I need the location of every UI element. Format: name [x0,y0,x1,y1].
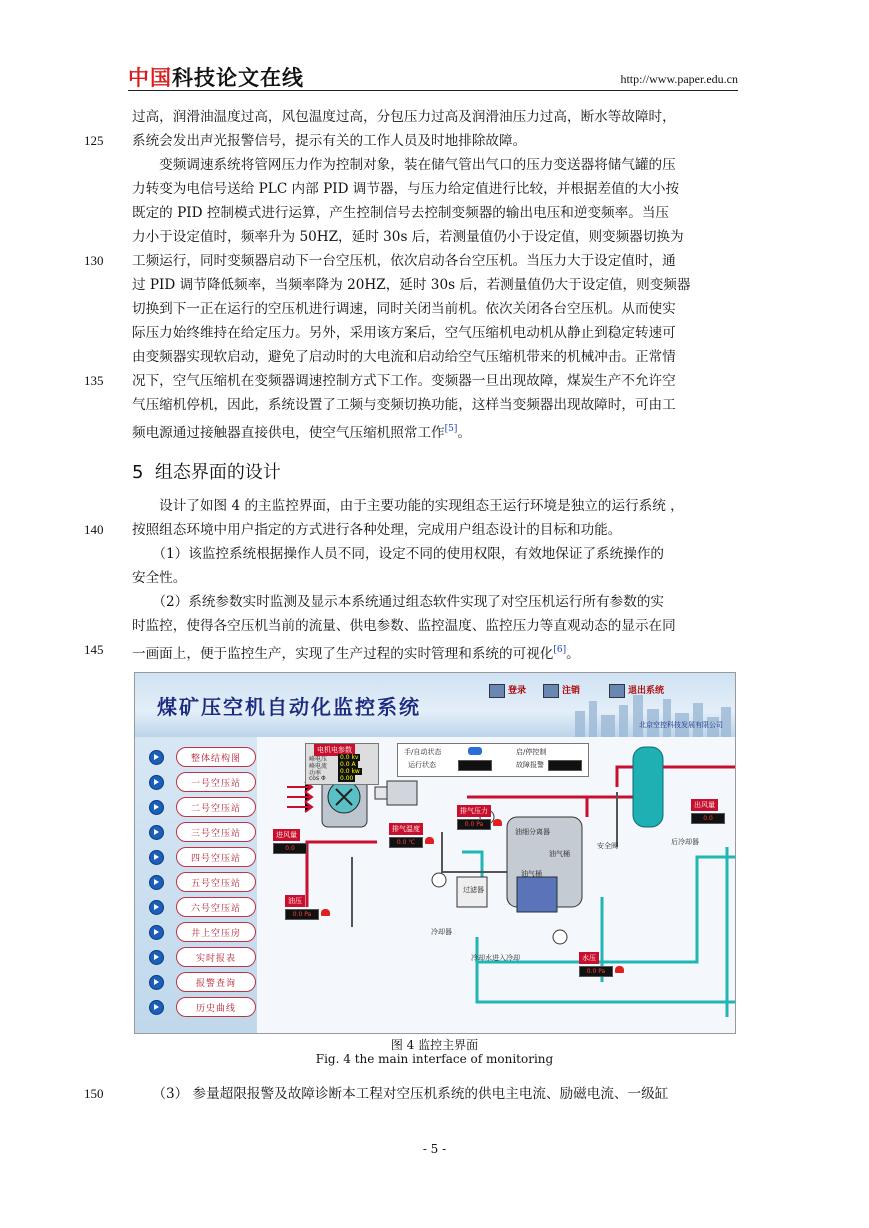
nav-item-label: 实时报表 [176,947,256,967]
login-button[interactable]: 登录 [489,683,526,698]
logout-icon [543,684,559,698]
nav-item-label: 四号空压站 [176,847,256,867]
body-line: 时监控，使得各空压机当前的流量、供电参数、监控温度、监控压力等直观动态的显示在同 [132,618,676,634]
line-number: 145 [84,642,104,657]
monitoring-figure [134,672,736,1034]
citation-ref[interactable]: [6] [553,645,567,655]
nav-item-label: 整体结构图 [176,747,256,767]
body-line: 过高，润滑油温度过高，风包温度过高，分包压力过高及润滑油压力过高，断水等故障时， [132,109,676,125]
city-skyline-graphic [565,691,735,737]
logo-black-text: 科技论文在线 [172,66,304,90]
nav-item[interactable] [149,922,256,942]
body-line: （1）该监控系统根据操作人员不同，设定不同的使用权限，有效地保证了系统操作的 [132,546,665,562]
line-number: 150 [84,1086,104,1101]
logout-button[interactable]: 注销 [543,683,580,698]
journal-logo [128,62,304,92]
oil-tank-label-1: 油气桶 [549,850,570,858]
nav-item[interactable] [149,897,256,917]
motor-panel-title: 电机电参数 [314,744,355,756]
line-number: 135 [84,373,104,388]
exhaust-temp-readout: 0.0 ℃ [389,837,423,848]
status-panel [397,743,589,777]
play-arrow-icon [149,975,164,990]
nav-item[interactable] [149,747,256,767]
run-status-label: 运行状态 [408,761,436,769]
outlet-air-label: 出风量 [691,799,718,811]
process-diagram [257,737,735,1033]
cooler [517,877,557,912]
section-number: 5 [132,462,144,483]
body-line: 力转变为电信号送给 PLC 内部 PID 调节器，与压力给定值进行比较，并根据差值的大小按 [132,181,680,197]
motor-param-label: cos Φ [309,775,326,782]
fault-display [548,760,582,771]
oil-pressure-label: 油压 [285,895,305,907]
start-stop-label[interactable]: 启/停控制 [516,748,547,756]
run-status-display [458,760,492,771]
water-pressure-alarm-lamp [615,966,624,973]
inlet-air-label: 进风量 [273,829,300,841]
exhaust-pressure-alarm-lamp [493,819,502,826]
nav-item-label: 二号空压站 [176,797,256,817]
nav-item[interactable] [149,972,256,992]
motor-param-value: 0.0 kv [340,754,359,761]
section-heading [132,458,281,484]
motor-parameter-panel [305,743,379,785]
nav-item[interactable] [149,847,256,867]
aftercooler-label: 后冷却器 [671,838,699,846]
body-line: 一画面上，便于监控生产，实现了生产过程的实时管理和系统的可视化[6]。 [132,645,580,662]
body-line: 既定的 PID 控制模式进行运算，产生控制信号去控制变频器的输出电压和逆变频率。当压 [132,205,670,221]
play-arrow-icon [149,900,164,915]
nav-item[interactable] [149,947,256,967]
motor-param-label: 峰电流 [309,763,328,770]
nav-item-label: 历史曲线 [176,997,256,1017]
body-line: 气压缩机停机，因此，系统设置了工频与变频切换功能，这样当变频器出现故障时，可由工 [132,397,676,413]
exit-icon [609,684,625,698]
motor [387,781,417,805]
play-arrow-icon [149,950,164,965]
exhaust-temp-alarm-lamp [425,837,434,844]
exhaust-pressure-readout: 0.0 Pa [457,819,491,830]
body-line: 工频运行，同时变频器启动下一台空压机，依次启动各台空压机。当压力大于设定值时，通 [132,253,676,269]
safety-valve-label: 安全阀 [597,842,618,850]
section-title: 组态界面的设计 [154,462,281,483]
play-arrow-icon [149,925,164,940]
exhaust-pressure-label: 排气压力 [457,805,491,817]
body-line: （3） 参量超限报警及故障诊断本工程对空压机系统的供电主电流、励磁电流、一级缸 [132,1086,669,1102]
play-arrow-icon [149,875,164,890]
play-arrow-icon [149,1000,164,1015]
page-number: - 5 - [422,1142,447,1156]
body-line: 设计了如图 4 的主监控界面，由于主要功能的实现组态王运行环境是独立的运行系统 ， [132,498,684,514]
play-arrow-icon [149,800,164,815]
body-line: 切换到下一正在运行的空压机进行调速，同时关闭当前机。依次关闭各台空压机。从而使实 [132,301,676,317]
filter-label: 过滤器 [463,886,484,894]
motor-param-value: 0.0 kw [340,768,360,775]
play-arrow-icon [149,850,164,865]
motor-param-value: 0.0 A [340,761,356,768]
fault-alarm-label: 故障报警 [516,761,544,769]
nav-item-label: 井上空压房 [176,922,256,942]
line-number: 125 [84,133,104,148]
separator-label: 油细分离器 [515,828,550,836]
nav-item-label: 五号空压站 [176,872,256,892]
outlet-air-readout: 0.0 [691,813,725,824]
nav-item[interactable] [149,797,256,817]
figure-caption-en: Fig. 4 the main interface of monitoring [315,1052,554,1066]
line-number: 130 [84,253,104,268]
company-name: 北京空控科技发展有限公司 [639,721,723,729]
citation-ref[interactable]: [5] [444,424,458,434]
play-arrow-icon [149,825,164,840]
body-line: 变频调速系统将管网压力作为控制对象，装在储气管出气口的压力变送器将储气罐的压 [132,157,676,173]
nav-item-label: 三号空压站 [176,822,256,842]
cooling-water-label: 冷却水进入冷却 [471,954,520,962]
inlet-air-readout: 0.0 [273,843,307,854]
play-arrow-icon [149,750,164,765]
header-url[interactable]: http://www.paper.edu.cn [620,72,738,86]
body-line: 按照组态环境中用户指定的方式进行各种处理，完成用户组态设计的目标和功能。 [132,522,622,538]
exhaust-temp-label: 排气温度 [389,823,423,835]
body-line: 系统会发出声光报警信号，提示有关的工作人员及时地排除故障。 [132,133,527,149]
body-line: 力小于设定值时，频率升为 50HZ，延时 30s 后，若测量值仍小于设定值，则变频器切换为 [132,229,684,245]
water-pressure-readout: 0.0 Pa [579,966,613,977]
body-line: 由变频器实现软启动，避免了启动时的大电流和启动给空气压缩机带来的机械冲击。正常情 [132,349,676,365]
figure-sidebar [135,737,257,1033]
logo-red-text: 中国 [128,66,172,90]
body-line: 频电源通过接触器直接供电，使空气压缩机照常工作[5]。 [132,424,471,441]
nav-item[interactable] [149,772,256,792]
nav-item[interactable] [149,822,256,842]
nav-item-label: 一号空压站 [176,772,256,792]
line-number: 140 [84,522,104,537]
manual-auto-label: 手/自动状态 [404,748,442,756]
nav-item[interactable] [149,872,256,892]
auto-indicator [468,747,482,755]
oil-tank-label-2: 油气桶 [521,870,542,878]
body-line: 安全性。 [132,570,187,586]
motor-param-label: 峰电压 [309,756,328,763]
motor-param-label: 功率 [309,770,322,777]
nav-item-label: 六号空压站 [176,897,256,917]
aftercooler [633,747,663,827]
oil-pressure-alarm-lamp [321,909,330,916]
figure-banner [135,673,735,737]
nav-item[interactable] [149,997,256,1017]
cooler-label: 冷却器 [431,928,452,936]
figure-title: 煤矿压空机自动化监控系统 [157,695,421,719]
exit-button[interactable]: 退出系统 [609,683,664,698]
nav-item-label: 报警查询 [176,972,256,992]
oil-pressure-readout: 0.0 Pa [285,909,319,920]
header-rule [128,90,738,91]
play-arrow-icon [149,775,164,790]
body-line: 际压力始终维持在给定压力。另外，采用该方案后，空气压缩机电动机从静止到稳定转速可 [132,325,676,341]
water-pressure-label: 水压 [579,952,599,964]
figure-caption-cn: 图 4 监控主界面 [390,1038,479,1052]
body-line: 过 PID 调节降低频率，当频率降为 20HZ，延时 30s 后，若测量值仍大于设定值，则变频器 [132,277,691,293]
login-icon [489,684,505,698]
body-line: （2）系统参数实时监测及显示本系统通过组态软件实现了对空压机运行所有参数的实 [132,594,665,610]
motor-param-value: 0.00 [340,775,354,782]
body-line: 况下，空气压缩机在变频器调速控制方式下工作。变频器一旦出现故障，煤炭生产不允许空 [132,373,676,389]
